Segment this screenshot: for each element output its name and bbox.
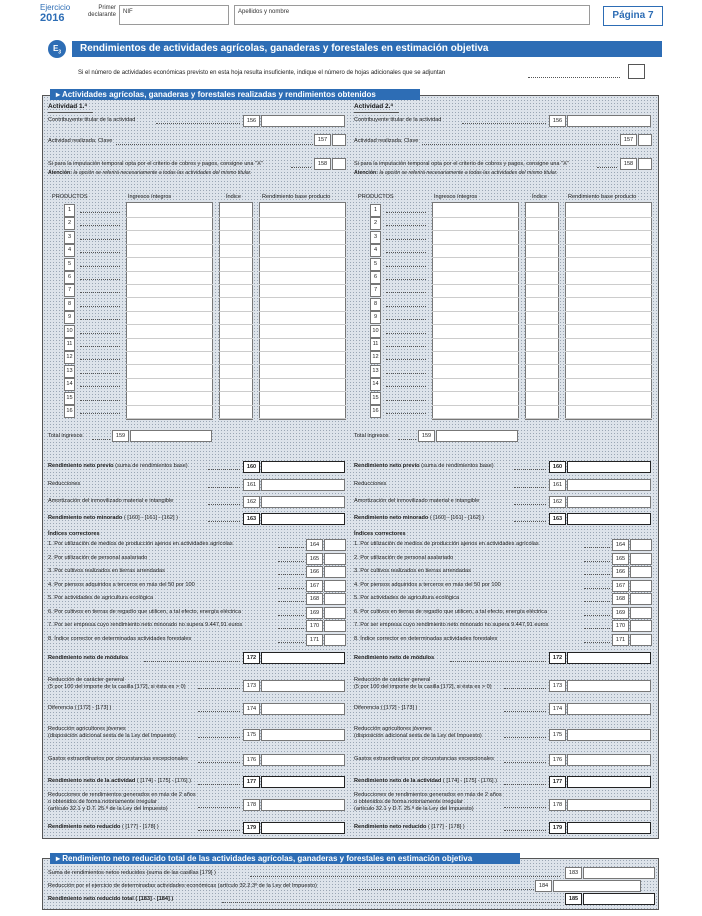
act1-final-176-input[interactable] [261,754,345,766]
act2-code-156: 156 [549,115,566,127]
act2-indices-title: Índices correctores [354,531,406,537]
act1-code-177: 177 [243,776,260,788]
act1-titular-label: Contribuyente titular de la actividad [48,117,136,123]
act1-final-179-s: ( [177] - [178] ) [120,824,159,830]
act1-rend-163-sub: ( [160] - [161] - [162] ) [122,515,178,521]
act2-final-173-input[interactable] [567,680,651,692]
act2-indice-166-label: 3. Por cultivos realizados en tierras arrendadas [354,568,471,574]
act1-product-num: 14 [64,378,75,391]
act2-cobros-input[interactable] [638,158,652,170]
act2-total-input[interactable] [436,430,518,442]
act1-final-174-l1: Diferencia ( [172] - [173] ) [48,705,112,711]
code-183: 183 [565,867,582,879]
act2-final-178-input[interactable] [567,799,651,811]
act2-final-176-input[interactable] [567,754,651,766]
act2-code-159: 159 [418,430,435,442]
act1-code-169: 169 [306,607,323,619]
act2-final-177-s: ( [174] - [175] - [176] ) [441,778,497,784]
act2-product-num: 3 [370,231,381,244]
act1-indice-166-label: 3. Por cultivos realizados en tierras arrendadas [48,568,165,574]
act1-product-num: 3 [64,231,75,244]
act1-final-177-l1: Rendimiento neto de la actividad [48,778,136,784]
act1-indice-170-label: 7. Por ser empresa cuyo rendimiento neto minorado no supera 9.447,91 euros [48,622,243,628]
act1-final-175-label [48,726,176,740]
act1-modulos-input[interactable] [261,652,345,664]
act1-clave-input[interactable] [332,134,346,146]
act2-final-175-label [354,726,482,740]
act2-h-ingresos: Ingresos íntegros [434,194,478,200]
act2-code-163: 163 [549,513,566,525]
act2-code-171: 171 [612,634,629,646]
act2-product-num: 2 [370,217,381,230]
name-label: Apellidos y nombre [238,9,290,15]
act2-indice-167-label: 4. Por piensos adquiridos a terceros en más del 50 por 100 [354,581,501,588]
act2-product-num: 16 [370,405,381,418]
totals-panel-title: ▸ Rendimiento neto reducido total de las actividades agrícolas, ganaderas y forestales en estimación objetiva [50,853,520,864]
act1-atencion-text: la opción se referirá necesariamente a todas las actividades del mismo titular. [73,170,252,176]
act2-atencion [354,170,558,177]
act2-final-173-l1: Reducción de carácter general [354,677,431,683]
act1-indice-170-input[interactable] [324,620,346,632]
act2-rend-163-input[interactable] [567,513,651,525]
act1-final-177-s: ( [174] - [175] - [176] ) [135,778,191,784]
code-184: 184 [535,880,552,892]
act1-code-178: 178 [243,799,260,811]
act1-product-num: 10 [64,325,75,338]
act1-h-indice: Índice [226,194,241,200]
act1-final-174-input[interactable] [261,703,345,715]
declarante-label-1: Primer [98,5,116,11]
act2-code-170: 170 [612,620,629,632]
act1-code-162: 162 [243,496,260,508]
act1-indice-167-input[interactable] [324,580,346,592]
act1-product-num: 7 [64,284,75,297]
act2-code-173: 173 [549,680,566,692]
act1-code-156: 156 [243,115,260,127]
act1-indices-title: Índices correctores [48,531,100,537]
act2-final-176-l1: Gastos extraordinarios por circunstancias excepcionales [354,756,494,762]
act1-final-175-l1: Reducción agricultores jóvenes [48,726,126,732]
declarante-label-2: declarante [87,12,116,18]
act1-final-175-input[interactable] [261,729,345,741]
act1-modulos-label: Rendimiento neto de módulos [48,655,129,661]
act2-code-169: 169 [612,607,629,619]
total-183-input[interactable] [583,867,655,879]
section-badge-letter: E [52,44,59,53]
section-title: Rendimientos de actividades agrícolas, ganaderas y forestales en estimación objetiva [72,41,662,57]
act1-rend-160-input[interactable] [261,461,345,473]
ejercicio-label: Ejercicio [40,3,71,12]
act2-rend-161-input[interactable] [567,479,651,491]
act2-rend-161-label [354,481,386,488]
total-184-input[interactable] [553,880,641,892]
nif-label: NIF [123,9,133,15]
total-row-184-label: Reducción por el ejercicio de determinadas actividades económicas (artículo 32.2.3º de la Ley del Impuesto) [48,883,317,889]
act2-final-177-input[interactable] [567,776,651,788]
total-row-185-label: Rendimiento neto reducido total ( [183] - [184] ) [48,896,174,902]
act1-rend-160-label [48,463,188,470]
act2-indice-164-input[interactable] [630,539,652,551]
hojas-adicionales-box[interactable] [628,64,645,79]
act2-product-num: 9 [370,311,381,324]
act2-rend-162-input[interactable] [567,496,651,508]
act1-final-179-l1: Rendimiento neto reducido [48,824,121,830]
act2-rend-160-label [354,463,494,470]
act2-atencion-text: la opción se referirá necesariamente a todas las actividades del mismo titular. [379,170,558,176]
act2-final-179-input[interactable] [567,822,651,834]
act1-code-160: 160 [243,461,260,473]
act1-indice-165-label: 2. Por utilización de personal asalariado [48,554,148,561]
section-intro: Si el número de actividades económicas previsto en esta hoja resulta insuficiente, indique el número de hojas adicionales que se adjuntan [78,70,446,76]
act1-indice-164-input[interactable] [324,539,346,551]
act1-total-input[interactable] [130,430,212,442]
act1-indice-168-label: 5. Por actividades de agricultura ecológica [48,595,154,601]
act1-h-ingresos: Ingresos íntegros [128,194,172,200]
act2-h-rendimiento: Rendimiento base producto [568,194,637,200]
act1-product-num: 13 [64,365,75,378]
act1-product-num: 11 [64,338,75,351]
act2-code-165: 165 [612,553,629,565]
act2-code-164: 164 [612,539,629,551]
act2-atencion-label: Atención: [354,170,378,176]
section-badge-sub: 3 [58,49,62,56]
act1-indice-168-input[interactable] [324,593,346,605]
act1-final-175-l2: (disposición adicional sexta de la Ley del Impuesto) [48,733,176,739]
act1-final-178-l1: Reducciones de rendimientos generados en más de 2 años [48,792,196,798]
act2-indice-170-label: 7. Por ser empresa cuyo rendimiento neto minorado no supera 9.447,91 euros [354,622,549,628]
act2-code-166: 166 [612,566,629,578]
act1-final-176-label [48,756,188,763]
act1-product-num: 16 [64,405,75,418]
act1-rend-163-main: Rendimiento neto minorado [48,515,123,521]
act2-product-num: 15 [370,392,381,405]
act1-code-157: 157 [314,134,331,146]
act1-code-167: 167 [306,580,323,592]
section-badge [48,40,66,58]
act2-code-168: 168 [612,593,629,605]
act1-indice-169-input[interactable] [324,607,346,619]
act2-product-num: 7 [370,284,381,297]
act2-code-175: 175 [549,729,566,741]
act1-product-num: 8 [64,298,75,311]
act2-final-174-input[interactable] [567,703,651,715]
act2-product-num: 8 [370,298,381,311]
act2-final-178-label [354,792,502,813]
act2-modulos-label: Rendimiento neto de módulos [354,655,435,661]
act1-final-178-l3: (artículo 32.1 y D.T. 25.ª de la Ley del Impuesto) [48,806,168,812]
act1-code-164: 164 [306,539,323,551]
act2-code-161: 161 [549,479,566,491]
act1-h-productos: PRODUCTOS [52,194,88,200]
act2-rend-160-sub: (suma de rendimientos base) [419,463,494,469]
act2-product-num: 12 [370,351,381,364]
act2-final-178-l2: o obtenidos de forma notoriamente irregular [354,799,463,805]
act2-code-177: 177 [549,776,566,788]
act2-realizada-label: Actividad realizada. Clave [354,138,419,144]
act2-code-174: 174 [549,703,566,715]
act1-final-177-label [48,778,191,785]
act2-rend-162-main: Amortización del inmovilizado material e intangible [354,498,480,504]
act2-code-157: 157 [620,134,637,146]
act1-indice-167-label: 4. Por piensos adquiridos a terceros en más del 50 por 100 [48,581,195,588]
act2-rend-163-label [354,515,484,522]
act1-code-179: 179 [243,822,260,834]
act1-title-underline [48,112,93,113]
act1-rend-160-sub: (suma de rendimientos base) [113,463,188,469]
act2-final-179-s: ( [177] - [178] ) [426,824,465,830]
act1-final-173-l2: (5 por 100 del importe de la casilla [172], si ésta es > 0) [48,684,186,690]
act2-h-indice: Índice [532,194,547,200]
act1-final-174-label [48,705,111,712]
act1-title: Actividad 1.ª [48,103,87,110]
act2-modulos-input[interactable] [567,652,651,664]
act2-final-176-label [354,756,494,763]
act1-code-165: 165 [306,553,323,565]
act1-indice-171-label: 8. Índice corrector en determinadas actividades forestales [48,635,192,642]
act1-indice-169-label: 6. Por cultivos en tierras de regadío que utilicen, a tal efecto, energía eléctrica [48,608,242,615]
act1-rend-162-input[interactable] [261,496,345,508]
act1-product-num: 5 [64,258,75,271]
act1-code-168: 168 [306,593,323,605]
act2-product-num: 4 [370,244,381,257]
act1-rend-162-main: Amortización del inmovilizado material e intangible [48,498,174,504]
act1-rend-161-main: Reducciones [48,481,81,487]
act1-rend-161-input[interactable] [261,479,345,491]
act2-indice-167-input[interactable] [630,580,652,592]
act1-final-173-l1: Reducción de carácter general [48,677,125,683]
act2-title-underline [354,112,399,113]
act1-realizada-label: Actividad realizada. Clave [48,138,113,144]
act1-code-166: 166 [306,566,323,578]
act2-indice-165-label: 2. Por utilización de personal asalariado [354,554,454,561]
act2-rend-161-main: Reducciones [354,481,387,487]
act2-product-num: 6 [370,271,381,284]
act2-final-173-label [354,677,492,691]
activities-panel-title-text: Actividades agrícolas, ganaderas y forestales realizadas y rendimientos obtenidos [61,90,376,99]
act1-titular-input[interactable] [261,115,345,127]
act1-product-num: 1 [64,204,75,217]
act1-final-176-l1: Gastos extraordinarios por circunstancias excepcionales [48,756,188,762]
act1-code-176: 176 [243,754,260,766]
act1-cobros-label: Si para la imputación temporal opta por el criterio de cobros y pagos, consigne una "X" [48,161,263,167]
totals-panel-title-text: Rendimiento neto reducido total de las actividades agrícolas, ganaderas y forestales en estimación objetiva [62,854,473,863]
act1-rend-161-label [48,481,80,488]
act1-indice-164-label: 1. Por utilización de medios de producción ajenos en actividades agrícolas [48,541,233,547]
total-row-183-label: Suma de rendimientos netos reducidos (suma de las casillas [179] ) [48,870,216,876]
act2-indice-164-label: 1. Por utilización de medios de producción ajenos en actividades agrícolas [354,541,539,547]
act1-final-178-label [48,792,196,813]
act2-code-158: 158 [620,158,637,170]
act2-titular-input[interactable] [567,115,651,127]
act2-indice-170-input[interactable] [630,620,652,632]
act1-code-163: 163 [243,513,260,525]
act1-product-num: 4 [64,244,75,257]
act1-code-158: 158 [314,158,331,170]
act2-final-178-l3: (artículo 32.1 y D.T. 25.ª de la Ley del Impuesto) [354,806,474,812]
act1-code-171: 171 [306,634,323,646]
act2-final-174-label [354,705,417,712]
act1-final-179-label [48,824,159,831]
act2-rend-163-sub: ( [160] - [161] - [162] ) [428,515,484,521]
declarante-label [86,5,116,19]
act2-code-178: 178 [549,799,566,811]
act2-code-179: 179 [549,822,566,834]
act2-product-num: 1 [370,204,381,217]
act1-atencion-label: Atención: [48,170,72,176]
act1-rend-163-label [48,515,178,522]
act2-rend-160-main: Rendimiento neto previo [354,463,420,469]
act1-indice-171-input[interactable] [324,634,346,646]
act1-code-173: 173 [243,680,260,692]
name-field[interactable] [234,5,590,25]
act1-code-172: 172 [243,652,260,664]
act2-indice-169-input[interactable] [630,607,652,619]
act2-rend-162-label [354,498,479,505]
act1-product-num: 9 [64,311,75,324]
act2-final-179-l1: Rendimiento neto reducido [354,824,427,830]
act2-final-175-input[interactable] [567,729,651,741]
act2-code-172: 172 [549,652,566,664]
act2-product-num: 10 [370,325,381,338]
act2-indice-169-label: 6. Por cultivos en tierras de regadío que utilicen, a tal efecto, energía eléctrica [354,608,548,615]
act2-final-173-l2: (5 por 100 del importe de la casilla [172], si ésta es > 0) [354,684,492,690]
act1-product-num: 2 [64,217,75,230]
page-number: Página 7 [603,6,663,26]
act2-indice-171-label: 8. Índice corrector en determinadas actividades forestales [354,635,498,642]
act2-code-176: 176 [549,754,566,766]
act2-final-174-l1: Diferencia ( [172] - [173] ) [354,705,418,711]
act1-code-159: 159 [112,430,129,442]
act2-cobros-label: Si para la imputación temporal opta por el criterio de cobros y pagos, consigne una "X" [354,161,569,167]
act1-code-170: 170 [306,620,323,632]
act2-product-num: 14 [370,378,381,391]
act2-rend-163-main: Rendimiento neto minorado [354,515,429,521]
act1-product-num: 15 [64,392,75,405]
act2-product-num: 13 [370,365,381,378]
act1-h-rendimiento: Rendimiento base producto [262,194,331,200]
act2-final-175-l1: Reducción agricultores jóvenes [354,726,432,732]
act2-product-num: 5 [370,258,381,271]
total-185-input[interactable] [583,893,655,905]
code-185: 185 [565,893,582,905]
act2-indice-165-input[interactable] [630,553,652,565]
act1-indice-165-input[interactable] [324,553,346,565]
act2-final-175-l2: (disposición adicional sexta de la Ley del Impuesto) [354,733,482,739]
act1-atencion [48,170,252,177]
act1-final-178-input[interactable] [261,799,345,811]
act1-product-num: 12 [64,351,75,364]
act2-indice-168-input[interactable] [630,593,652,605]
act2-indice-171-input[interactable] [630,634,652,646]
act1-final-173-input[interactable] [261,680,345,692]
act1-cobros-input[interactable] [332,158,346,170]
act2-code-160: 160 [549,461,566,473]
act2-h-productos: PRODUCTOS [358,194,394,200]
act2-indice-168-label: 5. Por actividades de agricultura ecológica [354,595,460,601]
act2-clave-input[interactable] [638,134,652,146]
act2-product-num: 11 [370,338,381,351]
act1-rend-162-label [48,498,173,505]
act1-final-178-l2: o obtenidos de forma notoriamente irregular [48,799,157,805]
act1-product-num: 6 [64,271,75,284]
act2-final-177-label [354,778,497,785]
act1-final-177-input[interactable] [261,776,345,788]
act1-total-label: Total ingresos [48,433,83,439]
act2-code-167: 167 [612,580,629,592]
nif-field[interactable] [119,5,229,25]
act1-code-175: 175 [243,729,260,741]
ejercicio-year: 2016 [40,12,65,24]
act2-final-177-l1: Rendimiento neto de la actividad [354,778,442,784]
act1-final-179-input[interactable] [261,822,345,834]
act2-indice-166-input[interactable] [630,566,652,578]
act1-code-161: 161 [243,479,260,491]
act2-final-178-l1: Reducciones de rendimientos generados en más de 2 años [354,792,502,798]
act1-final-173-label [48,677,186,691]
act2-rend-160-input[interactable] [567,461,651,473]
act1-rend-160-main: Rendimiento neto previo [48,463,114,469]
act2-code-162: 162 [549,496,566,508]
act2-total-label: Total ingresos [354,433,389,439]
act1-code-174: 174 [243,703,260,715]
act1-indice-166-input[interactable] [324,566,346,578]
act2-titular-label: Contribuyente titular de la actividad [354,117,442,123]
activities-panel-title: ▸ Actividades agrícolas, ganaderas y forestales realizadas y rendimientos obtenidos [50,89,420,100]
act1-rend-163-input[interactable] [261,513,345,525]
act2-final-179-label [354,824,465,831]
act2-title: Actividad 2.ª [354,103,393,110]
